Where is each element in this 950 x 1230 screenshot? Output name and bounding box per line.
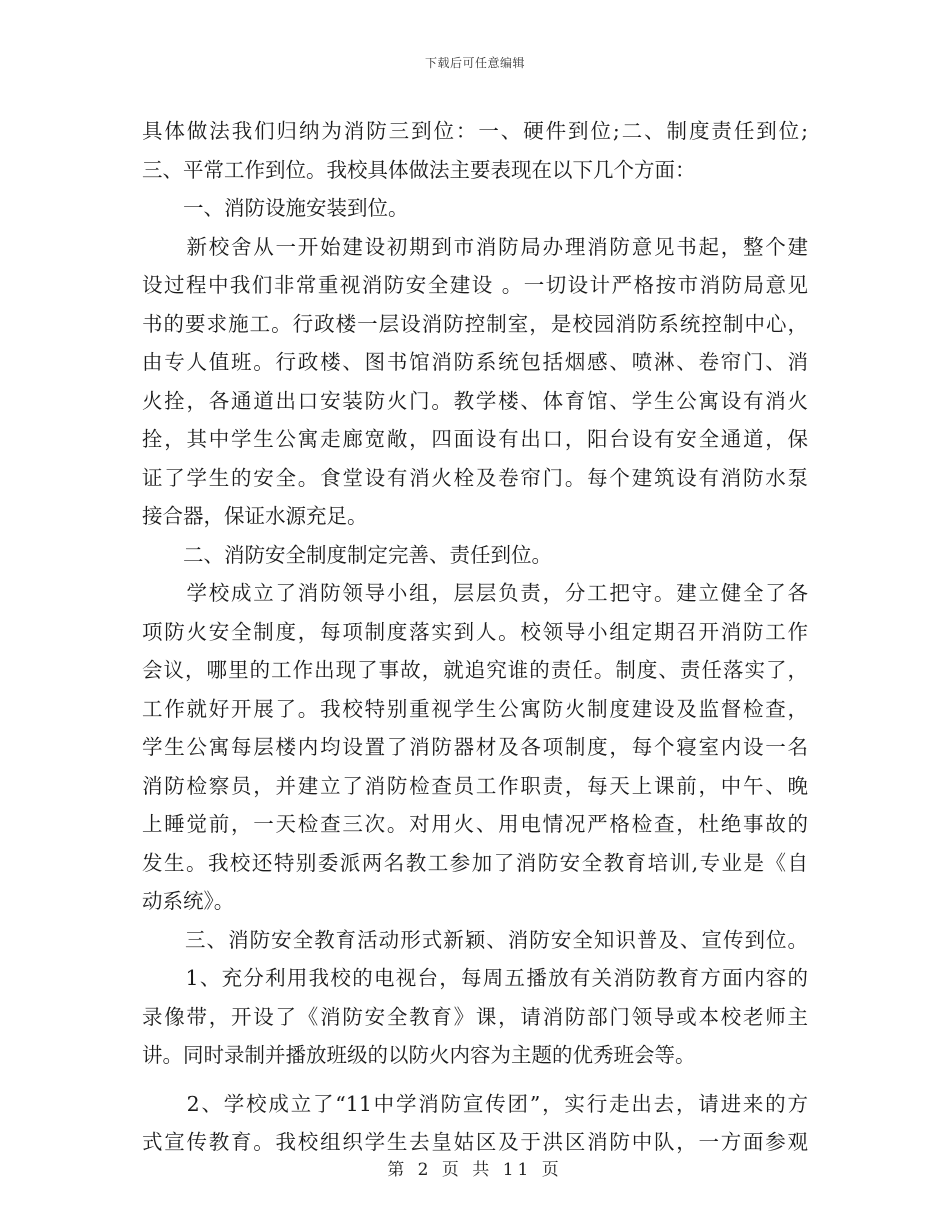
text-line: 2、学校成立了“11中学消防宣传团”，实行走出去，请进来的方 <box>142 1091 808 1116</box>
page-number: 第 2 页 共 11 页 <box>387 1160 563 1180</box>
text-line: 拴，其中学生公寓走廊宽敞，四面设有出口，阳台设有安全通道，保 <box>142 427 808 451</box>
text-line: 学生公寓每层楼内均设置了消防器材及各项制度，每个寝室内设一名 <box>142 735 808 759</box>
text-line: 接合器，保证水源充足。 <box>142 504 368 528</box>
section-heading: 二、消防安全制度制定完善、责任到位。 <box>142 542 552 567</box>
text-line: 书的要求施工。行政楼一层设消防控制室，是校园消防系统控制中心， <box>142 311 808 336</box>
text-line: 动系统》。 <box>142 889 235 913</box>
document-body <box>142 112 808 1162</box>
section-heading: 三、消防安全教育活动形式新颖、消防安全知识普及、宣传到位。 <box>142 927 808 952</box>
text-line: 1、充分利用我校的电视台，每周五播放有关消防教育方面内容的 <box>142 966 808 990</box>
text-line: 新校舍从一开始建设初期到市消防局办理消防意见书起，整个建 <box>142 234 808 259</box>
text-line: 消防检察员，并建立了消防检查员工作职责，每天上课前，中午、晚 <box>142 773 808 798</box>
text-line: 上睡觉前，一天检查三次。对用火、用电情况严格检查，杜绝事故的 <box>142 812 808 836</box>
text-line: 由专人值班。行政楼、图书馆消防系统包括烟感、喷淋、卷帘门、消 <box>142 350 808 374</box>
text-line: 讲。同时录制并播放班级的以防火内容为主题的优秀班会等。 <box>142 1043 696 1067</box>
text-line: 证了学生的安全。食堂设有消火栓及卷帘门。每个建筑设有消防水泵 <box>142 465 808 490</box>
text-line: 三、平常工作到位。我校具体做法主要表现在以下几个方面： <box>142 157 696 182</box>
text-line: 火拴，各通道出口安装防火门。教学楼、体育馆、学生公寓设有消火 <box>142 388 808 413</box>
text-line: 学校成立了消防领导小组，层层负责，分工把守。建立健全了各 <box>142 581 808 605</box>
text-line: 会议，哪里的工作出现了事故，就追究谁的责任。制度、责任落实了， <box>142 658 808 682</box>
text-line: 录像带，开设了《消防安全教育》课，请消防部门领导或本校老师主 <box>142 1004 808 1029</box>
text-line: 具体做法我们归纳为消防三到位：一、硬件到位;二、制度责任到位; <box>142 119 808 143</box>
text-line: 式宣传教育。我校组织学生去皇姑区及于洪区消防中队，一方面参观 <box>142 1130 808 1154</box>
paragraph-gap <box>142 1075 808 1085</box>
text-line: 项防火安全制度，每项制度落实到人。校领导小组定期召开消防工作 <box>142 619 808 644</box>
text-line: 工作就好开展了。我校特别重视学生公寓防火制度建设及监督检查， <box>142 696 808 721</box>
text-line: 发生。我校还特别委派两名教工参加了消防安全教育培训,专业是《自 <box>142 850 808 875</box>
page-header: 下载后可任意编辑 <box>424 56 525 70</box>
text-line: 设过程中我们非常重视消防安全建设 。一切设计严格按市消防局意见 <box>142 273 808 297</box>
section-heading: 一、消防设施安装到位。 <box>142 196 409 220</box>
